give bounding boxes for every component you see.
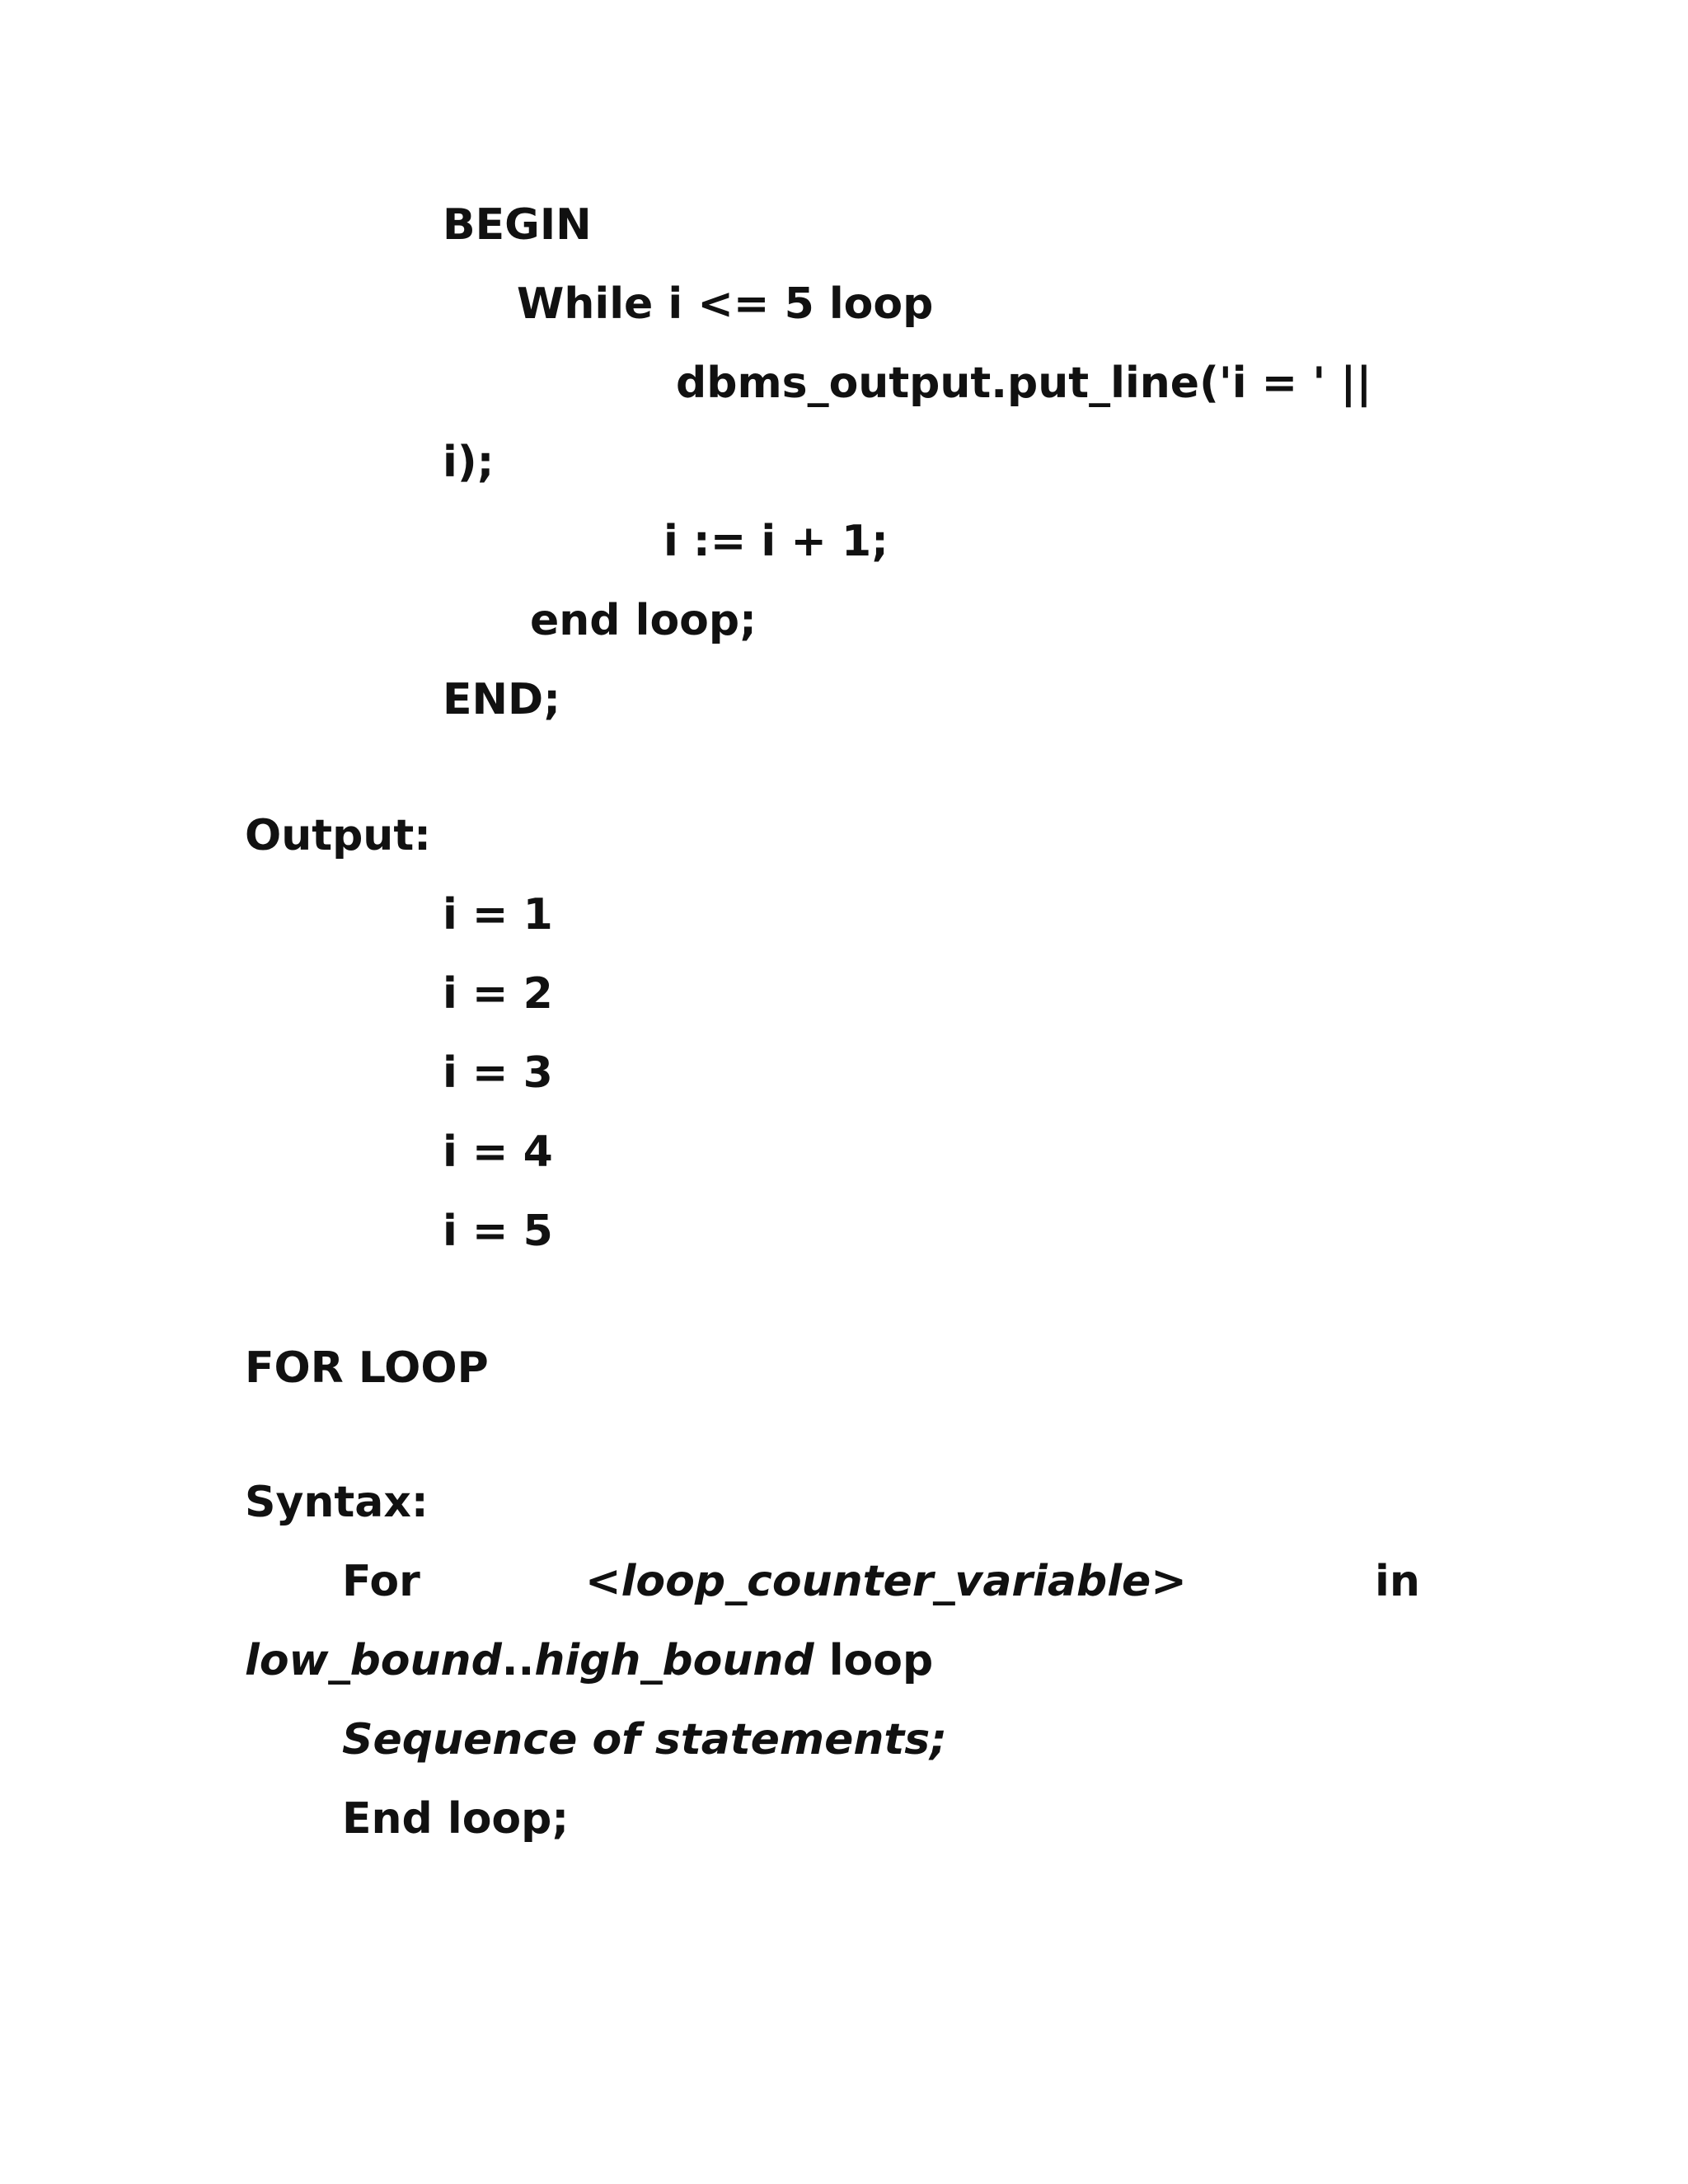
output-line: i = 5 [443,1207,553,1256]
code-put-line-continuation: i); [443,438,495,487]
code-put-line: dbms_output.put_line('i = ' || [676,359,1372,408]
syntax-for-keyword: For [342,1557,420,1606]
syntax-range-dots: .. [501,1636,535,1685]
code-end: END; [443,675,560,724]
syntax-heading: Syntax: [245,1478,429,1527]
syntax-high-bound: high_bound [534,1636,814,1685]
output-line: i = 4 [443,1127,553,1177]
code-begin: BEGIN [443,200,592,250]
syntax-in-keyword: in [1375,1557,1420,1606]
output-line: i = 3 [443,1048,553,1098]
code-while: While i <= 5 loop [517,279,934,329]
code-increment: i := i + 1; [663,517,889,566]
syntax-loop-keyword: loop [814,1636,934,1685]
syntax-statements: Sequence of statements; [342,1715,947,1765]
code-end-loop: end loop; [530,596,757,645]
syntax-end-loop: End loop; [342,1794,570,1844]
syntax-counter-variable: <loop_counter_variable> [585,1557,1187,1606]
output-line: i = 1 [443,890,553,940]
output-line: i = 2 [443,969,553,1019]
output-heading: Output: [245,811,431,860]
for-loop-heading: FOR LOOP [245,1343,489,1393]
syntax-range-line [245,1636,934,1685]
syntax-low-bound: low_bound [245,1636,502,1685]
